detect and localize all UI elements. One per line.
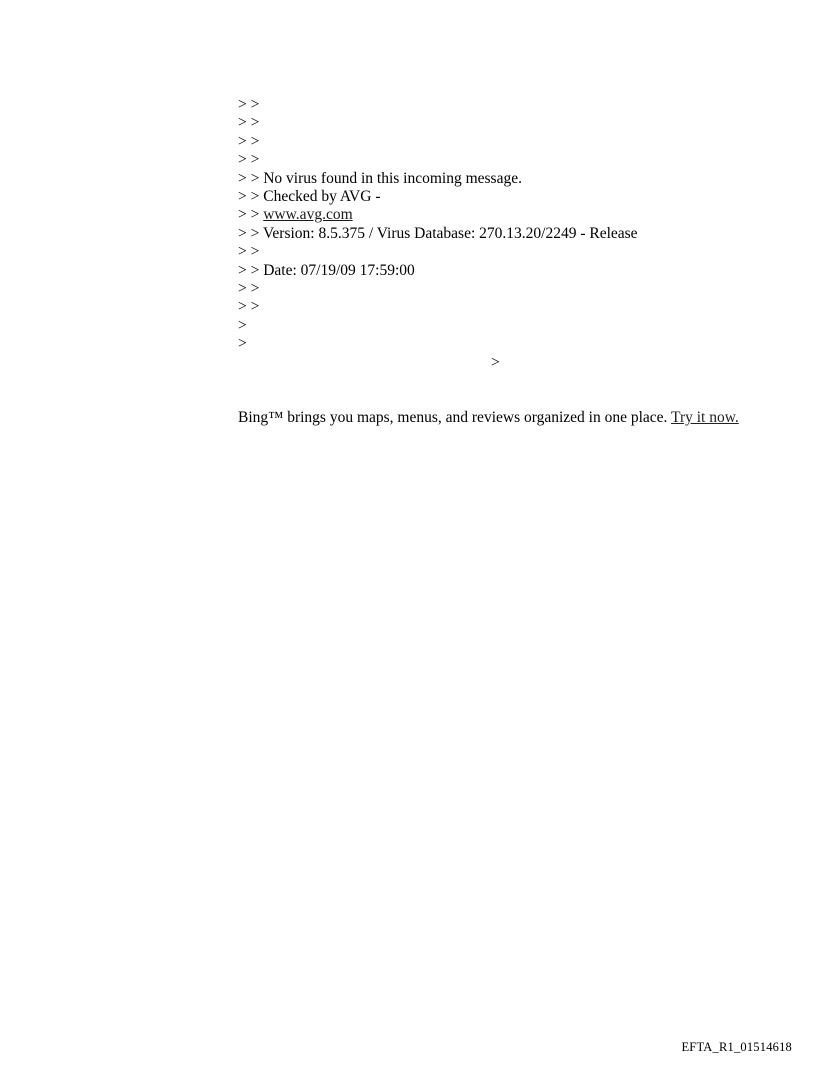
quoted-line: > > (238, 298, 260, 316)
quoted-line: > > (238, 280, 260, 298)
try-it-now-link[interactable]: Try it now. (671, 409, 739, 426)
quoted-line-date: > > Date: 07/19/09 17:59:00 (238, 261, 415, 279)
quoted-line: > > (238, 132, 260, 150)
promo-text (238, 408, 778, 427)
avg-website-link[interactable]: www.avg.com (263, 206, 353, 224)
quoted-line: > > (238, 114, 260, 132)
quoted-line: > > (238, 151, 260, 169)
quoted-line: > (238, 316, 247, 334)
quoted-line: > > (238, 243, 260, 261)
stray-quote-marker: > (491, 354, 500, 371)
quoted-line: > (238, 335, 247, 353)
quoted-email-block (238, 96, 758, 354)
quoted-line-avg-link (238, 206, 758, 224)
promo-message: Bing™ brings you maps, menus, and reviews organized in one place. (238, 409, 672, 426)
quoted-line-version: > > Version: 8.5.375 / Virus Database: 270.13.20/2249 - Release (238, 224, 638, 242)
quoted-line-virus-status: > > No virus found in this incoming message. (238, 169, 522, 187)
quoted-line-checked-by: > > Checked by AVG - (238, 188, 381, 206)
bates-number: EFTA_R1_01514618 (681, 1040, 792, 1054)
quoted-line: > > (238, 96, 260, 113)
quote-marker: > > (238, 206, 264, 224)
